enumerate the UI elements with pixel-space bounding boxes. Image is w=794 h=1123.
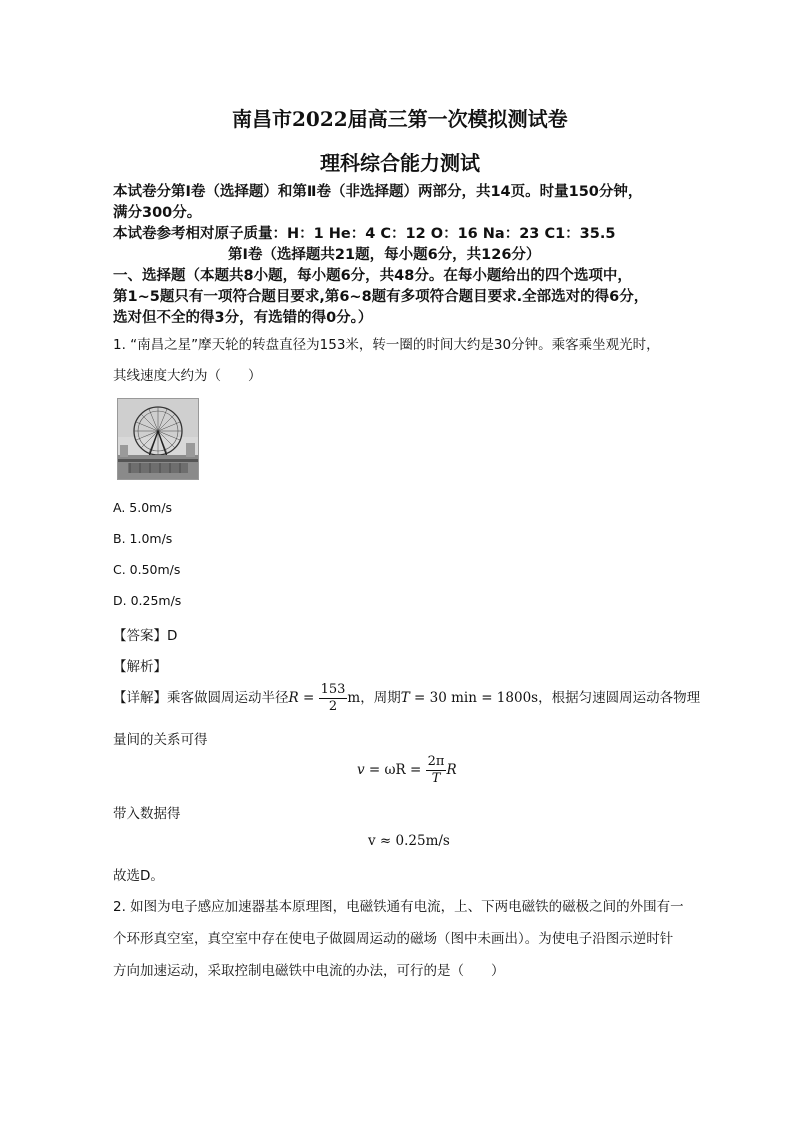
q1-detail-suffix: ，根据匀速圆周运动各物理: [538, 690, 701, 706]
equals-sign: =: [298, 690, 319, 706]
exam-subtitle: 理科综合能力测试: [320, 151, 480, 175]
part1-heading: 第Ⅰ卷（选择题共21题，每小题6分，共126分）: [228, 247, 541, 263]
omega-fraction: [426, 754, 447, 787]
velocity-formula: [357, 752, 457, 788]
q1-option-b: B. 1.0m/s: [113, 531, 173, 546]
q1-option-a: A. 5.0m/s: [113, 500, 173, 515]
q1-option-d: D. 0.25m/s: [113, 593, 182, 608]
radius-denominator: 2: [328, 698, 338, 714]
omega-numerator: 2π: [427, 753, 445, 769]
exam-title: 南昌市2022届高三第一次模拟测试卷: [232, 107, 568, 131]
q1-analysis-label: 【解析】: [113, 659, 167, 675]
intro-atomic-mass: 本试卷参考相对原子质量：H：1 He：4 C：12 O：16 Na：23 C1：35.5: [113, 226, 616, 242]
q1-result: v ≈ 0.25m/s: [368, 833, 450, 849]
q1-detail-line-1: [113, 680, 700, 716]
q1-detail-mid: ，周期: [360, 690, 401, 706]
q2-stem-line-3: 方向加速运动，采取控制电磁铁中电流的办法，可行的是（ ）: [113, 963, 505, 979]
var-v: v: [357, 762, 365, 778]
q1-stem-line-1: 1. “南昌之星”摩天轮的转盘直径为153米，转一圈的时间大约是30分钟。乘客乘坐观光时，: [113, 337, 660, 353]
q1-detail-prefix: 【详解】乘客做圆周运动半径: [113, 690, 289, 706]
section1-line-1: 一、选择题（本题共8小题，每小题6分，共48分。在每小题给出的四个选项中，: [113, 268, 632, 284]
q1-conclusion: 故选D。: [113, 868, 164, 884]
period-value: = 30 min = 1800s: [409, 690, 539, 706]
intro-line-1: 本试卷分第Ⅰ卷（选择题）和第Ⅱ卷（非选择题）两部分，共14页。时量150分钟，: [113, 184, 643, 200]
section1-line-3: 选对但不全的得3分，有选错的得0分。）: [113, 310, 373, 326]
q1-option-c: C. 0.50m/s: [113, 562, 181, 577]
var-r-formula: R: [446, 762, 457, 778]
q1-substitute: 带入数据得: [113, 806, 181, 822]
formula-middle: = ωR =: [364, 762, 426, 778]
q2-stem-line-1: 2. 如图为电子感应加速器基本原理图，电磁铁通有电流，上、下两电磁铁的磁极之间的外围有一: [113, 899, 684, 915]
radius-numerator: 153: [320, 681, 346, 697]
q1-stem-line-2: 其线速度大约为（ ）: [113, 368, 262, 384]
var-t: T: [400, 690, 410, 706]
intro-line-2: 满分300分。: [113, 205, 202, 221]
q1-answer: 【答案】D: [113, 628, 178, 644]
section1-line-2: 第1~5题只有一项符合题目要求,第6~8题有多项符合题目要求.全部选对的得6分，: [113, 289, 649, 305]
omega-denominator: T: [431, 770, 441, 786]
q1-detail-line-2: 量间的关系可得: [113, 732, 208, 748]
radius-unit: m: [347, 690, 361, 706]
radius-fraction: [319, 682, 348, 715]
ferris-wheel-image: [117, 398, 199, 480]
q2-stem-line-2: 个环形真空室，真空室中存在使电子做圆周运动的磁场（图中未画出）。为使电子沿图示逆时针: [113, 931, 674, 947]
var-r: R: [288, 690, 299, 706]
